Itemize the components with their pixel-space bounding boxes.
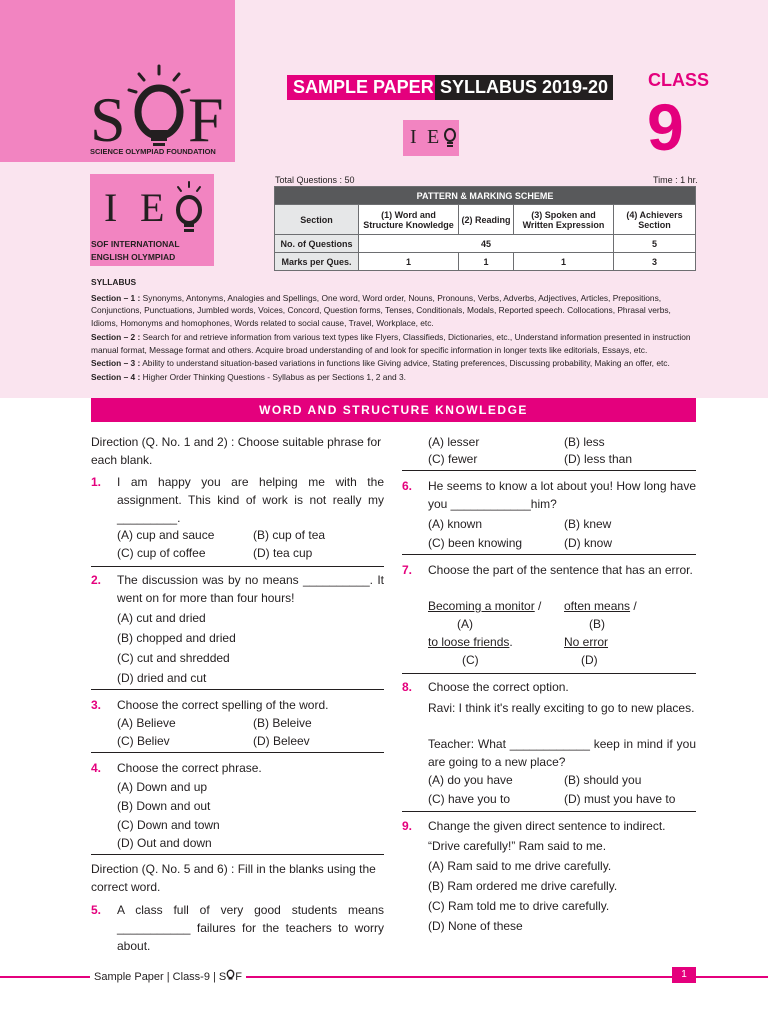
ieo-title <box>91 238 180 264</box>
syllabus-title: SYLLABUS <box>91 277 137 287</box>
option-a[interactable]: (A) known <box>428 517 483 531</box>
divider <box>402 673 696 674</box>
page-number: 1 <box>672 967 696 983</box>
option-c[interactable]: (C) been knowing <box>428 536 523 550</box>
option-b[interactable]: (B) cup of tea <box>253 528 326 542</box>
part-label-d: (D) <box>581 653 598 667</box>
option-d[interactable]: (D) Out and down <box>117 836 212 850</box>
table-header-cell: (4) Achievers Section <box>614 205 696 235</box>
option-a[interactable]: (A) do you have <box>428 773 513 787</box>
syllabus-section-text: Higher Order Thinking Questions - Syllabus as per Sections 1, 2 and 3. <box>142 371 407 382</box>
option-c[interactable]: (C) Down and town <box>117 818 220 832</box>
part-label-a: (A) <box>457 617 473 631</box>
table-cell: 1 <box>514 253 614 271</box>
syllabus-section-label: Section – 2 : <box>91 331 141 342</box>
table-cell: 1 <box>459 253 514 271</box>
ieo-letter-i: I <box>104 185 118 230</box>
syllabus-section-text: Synonyms, Antonyms, Analogies and Spellings, One word, Word order, Nouns, Pronouns, Verbs, Adverbs, Adjectives, Articles, Prepositions, Conjunctions, Punctuations, Jumbled words, Voices, Concord, Question forms, Tenses, Conditionals, Modals, Reported speech. Collocations, Phrasal verbs, Idioms, Homonyms and homophones, Words related to social cause, Travel, Workplace, etc. <box>91 292 671 329</box>
dialog-line: Ravi: I think it's really exciting to go to new places. <box>428 701 695 715</box>
divider <box>91 566 384 567</box>
question-number: 3. <box>91 698 102 712</box>
divider <box>402 470 696 471</box>
sentence-part-c <box>428 633 513 651</box>
option-b[interactable]: (B) less <box>564 435 605 449</box>
question-text: Choose the correct spelling of the word. <box>117 698 329 712</box>
exam-time: Time : 1 hr. <box>653 175 698 185</box>
divider <box>91 752 384 753</box>
foundation-name: SCIENCE OLYMPIAD FOUNDATION <box>90 147 216 156</box>
direction-text: Direction (Q. No. 1 and 2) : Choose suitable phrase for each blank. <box>91 435 382 467</box>
table-header-cell: Section <box>275 205 359 235</box>
syllabus-section <box>91 357 697 370</box>
sentence-part-a <box>428 597 541 615</box>
option-b[interactable]: (B) Ram ordered me drive carefully. <box>428 879 618 893</box>
table-row-label: Marks per Ques. <box>275 253 359 271</box>
ieo-title-line1: SOF INTERNATIONAL <box>91 239 180 249</box>
question-text: Change the given direct sentence to indirect. <box>428 819 666 833</box>
option-c[interactable]: (C) cut and shredded <box>117 651 230 665</box>
option-c[interactable]: (C) fewer <box>428 452 478 466</box>
table-row-label: No. of Questions <box>275 235 359 253</box>
ieo-letter-e: E <box>140 185 165 230</box>
sentence-part-text: to loose friends <box>428 635 510 649</box>
part-label-b: (B) <box>589 617 605 631</box>
ieo-small-logo <box>403 120 459 156</box>
bulb-icon <box>226 969 235 981</box>
option-d[interactable]: (D) must you have to <box>564 792 676 806</box>
question-number: 1. <box>91 475 102 489</box>
sentence-part-d <box>564 633 608 651</box>
syllabus-section-label: Section – 1 : <box>91 292 141 303</box>
question-text: Choose the correct option. <box>428 680 569 694</box>
syllabus-block <box>91 276 697 385</box>
syllabus-section-text: Search for and retrieve information from various text types like Flyers, Classifieds, Dictionaries, etc., Understand information presented in instruction manual format, Message format and others. Acquire broad understanding of and look for specific information in longer texts like editorials, Essays, etc. <box>91 331 691 355</box>
question-number: 9. <box>402 819 413 833</box>
sentence-part-text: Becoming a monitor <box>428 599 535 613</box>
divider <box>402 554 696 555</box>
table-cell: 1 <box>359 253 459 271</box>
option-d[interactable]: (D) dried and cut <box>117 671 207 685</box>
sentence-part-text: often means <box>564 599 631 613</box>
option-c[interactable]: (C) have you to <box>428 792 511 806</box>
option-a[interactable]: (A) cup and sauce <box>117 528 215 542</box>
option-d[interactable]: (D) None of these <box>428 919 523 933</box>
ieo-small-e: E <box>427 126 440 148</box>
syllabus-section <box>91 331 697 356</box>
option-b[interactable]: (B) chopped and dried <box>117 631 236 645</box>
table-cell: 5 <box>614 235 696 253</box>
divider <box>91 854 384 855</box>
divider <box>91 689 384 690</box>
separator: . <box>509 635 513 649</box>
option-b[interactable]: (B) Beleive <box>253 716 312 730</box>
question-text: The discussion was by no means __________. It went on for more than four hours! <box>117 573 384 605</box>
question-text: A class full of very good students means ___________ failures for the teachers to worry about. <box>117 903 384 953</box>
option-a[interactable]: (A) cut and dried <box>117 611 206 625</box>
question-number: 5. <box>91 903 102 917</box>
part-label-c: (C) <box>462 653 479 667</box>
syllabus-year-label: SYLLABUS 2019-20 <box>435 75 613 100</box>
footer-label-end: F <box>235 971 243 983</box>
question-number: 4. <box>91 761 102 775</box>
question-number: 7. <box>402 563 413 577</box>
logo-letter-f: F <box>188 84 224 155</box>
syllabus-section <box>91 371 697 384</box>
class-number: 9 <box>647 90 684 164</box>
total-questions: Total Questions : 50 <box>275 175 355 185</box>
table-header-cell: (3) Spoken and Written Expression <box>514 205 614 235</box>
option-b[interactable]: (B) Down and out <box>117 799 211 813</box>
syllabus-section <box>91 292 697 330</box>
table-header-cell: (1) Word and Structure Knowledge <box>359 205 459 235</box>
marking-scheme-table <box>274 186 696 271</box>
separator: / <box>630 599 637 613</box>
ieo-small-i: I <box>410 126 417 148</box>
question-number: 2. <box>91 573 102 587</box>
option-c[interactable]: (C) cup of coffee <box>117 546 206 560</box>
question-number: 8. <box>402 680 413 694</box>
marking-scheme-title: PATTERN & MARKING SCHEME <box>275 187 696 205</box>
sentence-part-b <box>564 597 637 615</box>
sample-paper-label: SAMPLE PAPER <box>287 75 440 100</box>
table-cell: 3 <box>614 253 696 271</box>
option-d[interactable]: (D) know <box>564 536 613 550</box>
class-label: CLASS <box>648 70 710 90</box>
footer-label: Sample Paper | Class-9 | S <box>94 971 227 983</box>
option-d[interactable]: (D) less than <box>564 452 633 466</box>
option-b[interactable]: (B) knew <box>564 517 612 531</box>
syllabus-section-label: Section – 3 : <box>91 358 141 369</box>
question-text: I am happy you are helping me with the assignment. This kind of work is not really my _________. <box>117 475 384 525</box>
option-a[interactable]: (A) Believe <box>117 716 176 730</box>
ieo-title-line2: ENGLISH OLYMPIAD <box>91 252 176 262</box>
option-a[interactable]: (A) Down and up <box>117 780 208 794</box>
option-b[interactable]: (B) should you <box>564 773 642 787</box>
bulb-icon <box>124 62 194 152</box>
question-text: Choose the correct phrase. <box>117 761 262 775</box>
option-d[interactable]: (D) Beleev <box>253 734 310 748</box>
table-cell: 45 <box>359 235 614 253</box>
option-a[interactable]: (A) lesser <box>428 435 480 449</box>
option-c[interactable]: (C) Ram told me to drive carefully. <box>428 899 610 913</box>
divider <box>402 811 696 812</box>
bulb-icon <box>443 124 457 152</box>
dialog-line: Teacher: What ____________ keep in mind if you are going to a new place? <box>428 737 696 769</box>
syllabus-section-label: Section – 4 : <box>91 371 141 382</box>
section-title-bar: WORD AND STRUCTURE KNOWLEDGE <box>91 398 696 422</box>
table-header-cell: (2) Reading <box>459 205 514 235</box>
option-a[interactable]: (A) Ram said to me drive carefully. <box>428 859 612 873</box>
sentence-part-text: No error <box>564 635 609 649</box>
footer-text <box>90 969 246 983</box>
question-number: 6. <box>402 479 413 493</box>
direction-text: Direction (Q. No. 5 and 6) : Fill in the blanks using the correct word. <box>91 862 376 894</box>
bulb-icon <box>172 180 206 242</box>
logo-letter-s: S <box>90 84 126 155</box>
option-d[interactable]: (D) tea cup <box>253 546 313 560</box>
syllabus-section-text: Ability to understand situation-based variations in functions like Giving advice, Stating preferences, Discussing probability, Making an offer, etc. <box>142 358 670 369</box>
quoted-sentence: “Drive carefully!” Ram said to me. <box>428 839 607 853</box>
question-text: Choose the part of the sentence that has an error. <box>428 563 693 577</box>
option-c[interactable]: (C) Believ <box>117 734 170 748</box>
sof-logo <box>0 0 235 162</box>
separator: / <box>534 599 542 613</box>
question-text: He seems to know a lot about you! How long have you ____________him? <box>428 479 696 511</box>
